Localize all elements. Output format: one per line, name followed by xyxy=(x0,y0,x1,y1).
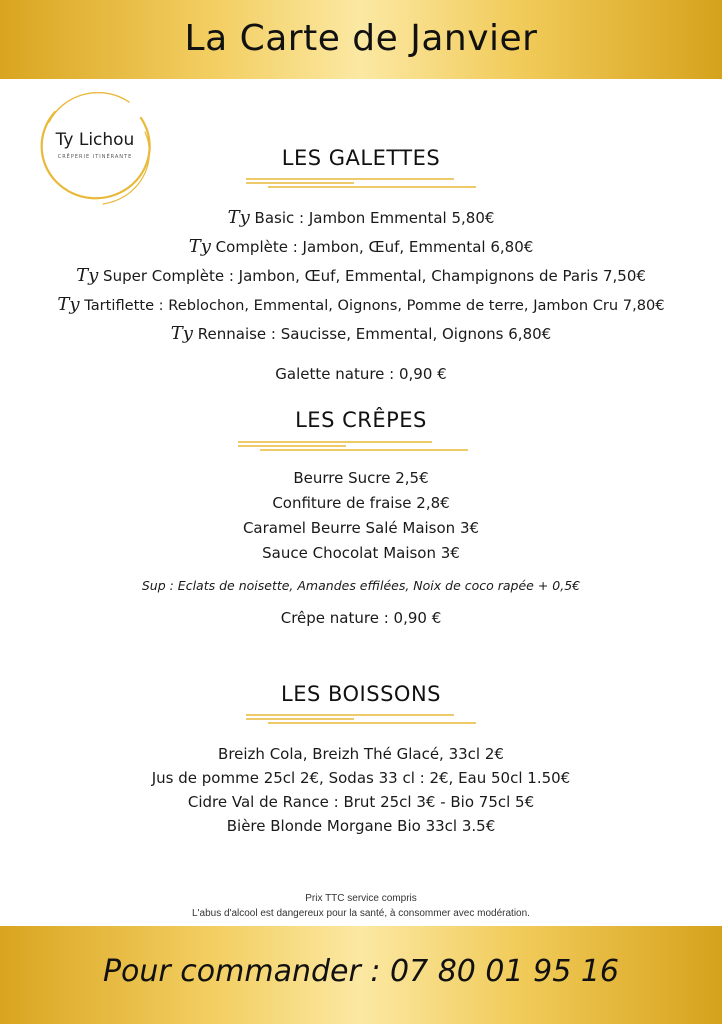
galette-prefix: Ty xyxy=(188,236,211,257)
divider-galettes-icon xyxy=(244,176,478,190)
logo-tagline: CRÊPERIE ITINÉRANTE xyxy=(57,154,133,160)
galette-text: Rennaise : Saucisse, Emmental, Oignons 6,80€ xyxy=(197,325,552,343)
galette-nature: Galette nature : 0,90 € xyxy=(275,365,447,383)
alcohol-note: L'abus d'alcool est dangereux pour la santé, à consommer avec modération. xyxy=(192,908,530,919)
galette-prefix: Ty xyxy=(57,294,80,315)
galette-item xyxy=(0,265,722,286)
page-title: La Carte de Janvier xyxy=(184,18,538,59)
divider-boissons-icon xyxy=(244,712,478,726)
galette-prefix: Ty xyxy=(227,207,250,228)
boisson-item: Jus de pomme 25cl 2€, Sodas 33 cl : 2€, Eau 50cl 1.50€ xyxy=(151,769,571,787)
galette-item xyxy=(0,207,722,228)
crepe-item: Confiture de fraise 2,8€ xyxy=(272,494,450,512)
boisson-item: Breizh Cola, Breizh Thé Glacé, 33cl 2€ xyxy=(218,745,504,763)
galette-prefix: Ty xyxy=(76,265,99,286)
galette-item xyxy=(0,236,722,257)
galette-text: Tartiflette : Reblochon, Emmental, Oignons, Pomme de terre, Jambon Cru 7,80€ xyxy=(84,297,665,314)
section-title-galettes: LES GALETTES xyxy=(281,146,441,170)
crepe-item: Caramel Beurre Salé Maison 3€ xyxy=(242,519,480,537)
galette-item xyxy=(0,323,722,344)
crepe-item: Sauce Chocolat Maison 3€ xyxy=(262,544,460,562)
crepe-supplement: Sup : Eclats de noisette, Amandes effilées, Noix de coco rapée + 0,5€ xyxy=(141,578,581,593)
section-title-boissons: LES BOISSONS xyxy=(281,682,441,706)
galette-prefix: Ty xyxy=(170,323,193,344)
boisson-item: Bière Blonde Morgane Bio 33cl 3.5€ xyxy=(226,817,496,835)
logo-name: Ty Lichou xyxy=(55,130,135,150)
order-phone: Pour commander : 07 80 01 95 16 xyxy=(102,954,620,989)
prices-note: Prix TTC service compris xyxy=(305,893,417,904)
section-title-crepes: LES CRÊPES xyxy=(295,408,427,432)
galette-text: Super Complète : Jambon, Œuf, Emmental, Champignons de Paris 7,50€ xyxy=(103,267,646,285)
galette-item xyxy=(0,294,722,315)
crepe-item: Beurre Sucre 2,5€ xyxy=(293,469,429,487)
galette-text: Complète : Jambon, Œuf, Emmental 6,80€ xyxy=(215,238,534,256)
crepe-nature: Crêpe nature : 0,90 € xyxy=(280,609,442,627)
divider-crepes-icon xyxy=(236,439,470,453)
galette-text: Basic : Jambon Emmental 5,80€ xyxy=(254,209,495,227)
boisson-item: Cidre Val de Rance : Brut 25cl 3€ - Bio 75cl 5€ xyxy=(187,793,535,811)
